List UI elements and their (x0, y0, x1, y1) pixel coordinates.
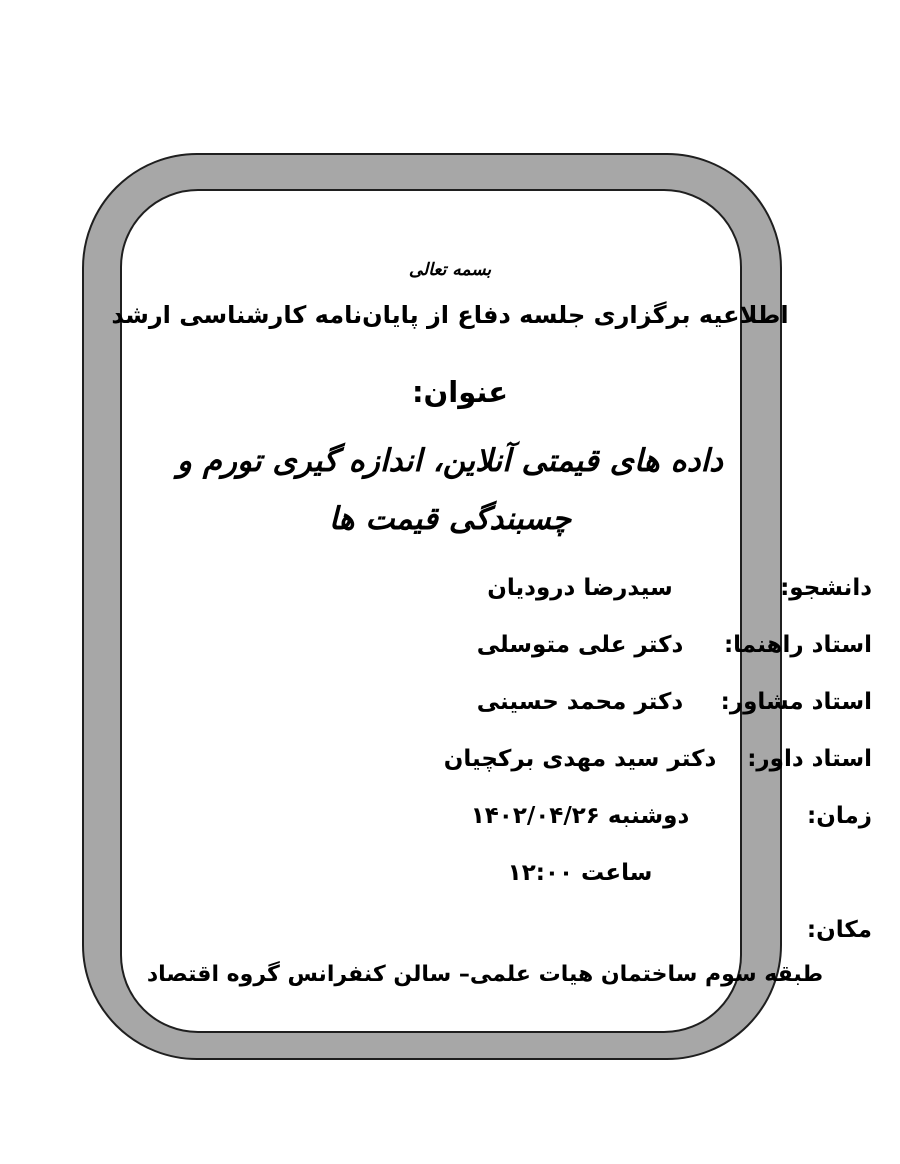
table-row-hour (276, 860, 900, 896)
bismillah-text: بسمه تعالی (408, 260, 492, 280)
table-row-supervisor (276, 632, 900, 668)
student-label: دانشجو: (780, 575, 872, 601)
supervisor-label: استاد راهنما: (723, 632, 872, 658)
thesis-title-line2: چسبندگی قیمت ها (328, 501, 572, 537)
title-label: عنوان: (411, 375, 509, 409)
advisor-label: استاد مشاور: (720, 689, 872, 715)
hour-value: ساعت ۱۲:۰۰ (507, 860, 653, 886)
supervisor-value: دکتر علی متوسلی (476, 632, 684, 658)
date-label: زمان: (807, 803, 872, 829)
thesis-title-line1: داده های قیمتی آنلاین، اندازه گیری تورم و (177, 443, 723, 479)
table-row-student (276, 575, 900, 611)
referee-value: دکتر سید مهدی برکچیان (443, 746, 717, 772)
announcement-heading: اطلاعیه برگزاری جلسه دفاع از پایان‌نامه کارشناسی ارشد (111, 301, 789, 329)
student-value: سیدرضا درودیان (487, 575, 673, 601)
table-row-location-label (276, 917, 900, 953)
location-label: مکان: (806, 917, 872, 943)
table-row-date (276, 803, 900, 839)
referee-label: استاد داور: (747, 746, 872, 772)
date-value: دوشنبه ۱۴۰۲/۰۴/۲۶ (470, 803, 690, 829)
location-line: طبقه سوم ساختمان هیات علمی– سالن کنفرانس گروه اقتصاد (146, 962, 824, 987)
table-row-advisor (276, 689, 900, 725)
table-row-referee (276, 746, 900, 782)
advisor-value: دکتر محمد حسینی (476, 689, 684, 715)
